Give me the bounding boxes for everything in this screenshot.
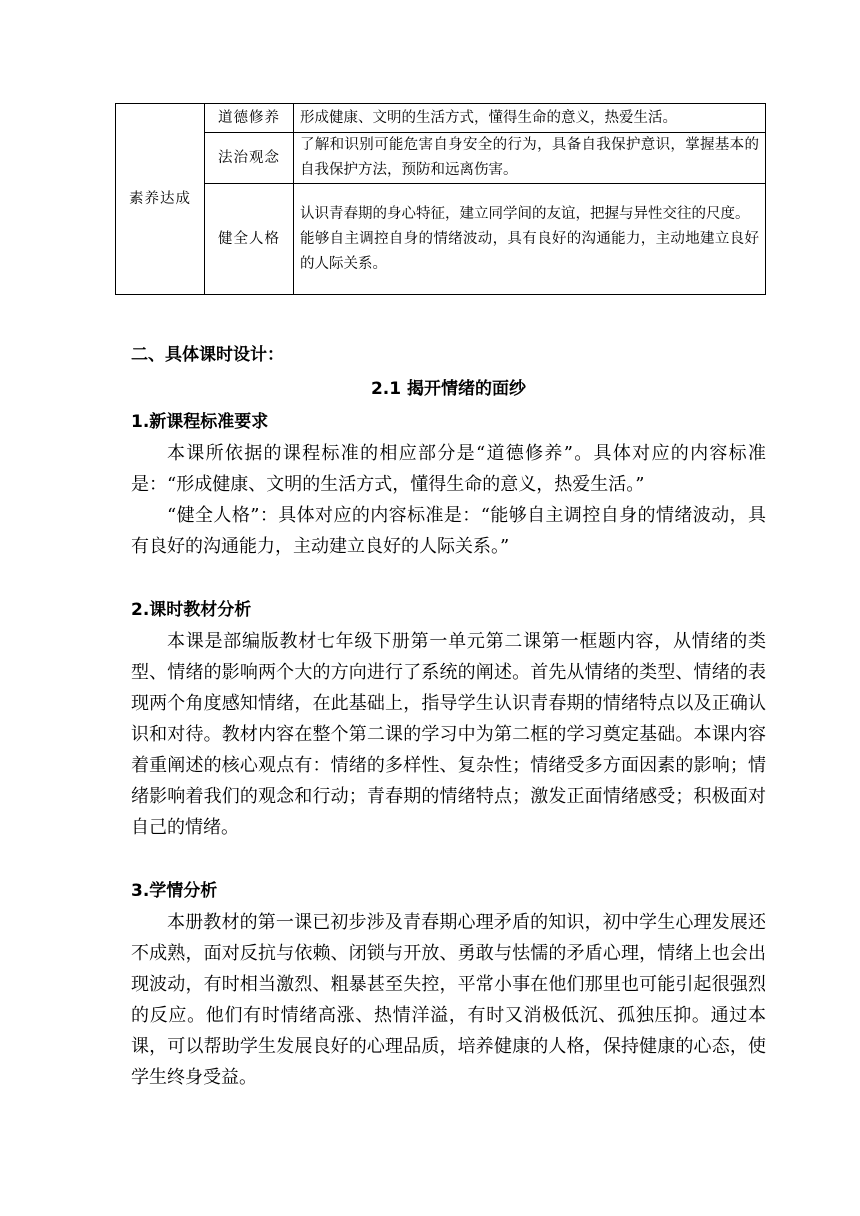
description-text: 了解和识别可能危害自身安全的行为，具备自我保护意识，掌握基本的自我保护方法，预防和远离伤害。 [300,137,759,178]
lesson-title: 2.1 揭开情绪的面纱 [370,379,527,399]
subsection-body [131,626,766,843]
table-row [116,104,766,133]
description-cell [294,184,766,295]
paragraph: 本册教材的第一课已初步涉及青春期心理矛盾的知识，初中学生心理发展还不成熟，面对反抗与依赖、闭锁与开放、勇敢与怯懦的矛盾心理，情绪上也会出现波动，有时相当激烈、粗暴甚至失控，平常小事在他们那里也可能引起很强烈的反应。他们有时情绪高涨、热情洋溢，有时又消极低沉、孤独压抑。通过本课，可以帮助学生发展良好的心理品质，培养健康的人格，保持健康的心态，使学生终身受益。 [131,912,766,1088]
paragraph: 本课是部编版教材七年级下册第一单元第二课第一框题内容，从情绪的类型、情绪的影响两个大的方向进行了系统的阐述。首先从情绪的类型、情绪的表现两个角度感知情绪，在此基础上，指导学生认识青春期的情绪特点以及正确认识和对待。教材内容在整个第二课的学习中为第二框的学习奠定基础。本课内容着重阐述的核心观点有：情绪的多样性、复杂性；情绪受多方面因素的影响；情绪影响着我们的观念和行动；青春期的情绪特点；激发正面情绪感受；积极面对自己的情绪。 [131,631,766,838]
description-cell [294,133,766,184]
subsection-heading: 2.课时教材分析 [131,600,252,620]
paragraph: 本课所依据的课程标准的相应部分是“道德修养”。具体对应的内容标准是：“形成健康、文明的生活方式，懂得生命的意义，热爱生活。” [131,443,766,495]
description-text: 能够自主调控自身的情绪波动，具有良好的沟通能力，主动地建立良好的人际关系。 [300,230,759,272]
literacy-table [115,103,766,295]
subcategory-cell: 道德修养 [205,104,294,133]
category-cell: 素养达成 [116,104,205,295]
paragraph: “健全人格”：具体对应的内容标准是：“能够自主调控自身的情绪波动，具有良好的沟通能力，主动建立良好的人际关系。” [131,505,766,557]
description-text: 认识青春期的身心特征，建立同学间的友谊，把握与异性交往的尺度。 [300,205,750,222]
table-row [116,133,766,184]
subsection-heading: 3.学情分析 [131,881,218,901]
subsection-body [131,438,766,562]
subcategory-cell: 法治观念 [205,133,294,184]
section-heading: 二、具体课时设计： [131,345,284,365]
subsection-heading: 1.新课程标准要求 [131,412,269,432]
subcategory-cell: 健全人格 [205,184,294,295]
subsection-body [131,907,766,1093]
description-cell [294,104,766,133]
table-row [116,184,766,295]
description-text: 形成健康、文明的生活方式，懂得生命的意义，热爱生活。 [300,109,677,126]
